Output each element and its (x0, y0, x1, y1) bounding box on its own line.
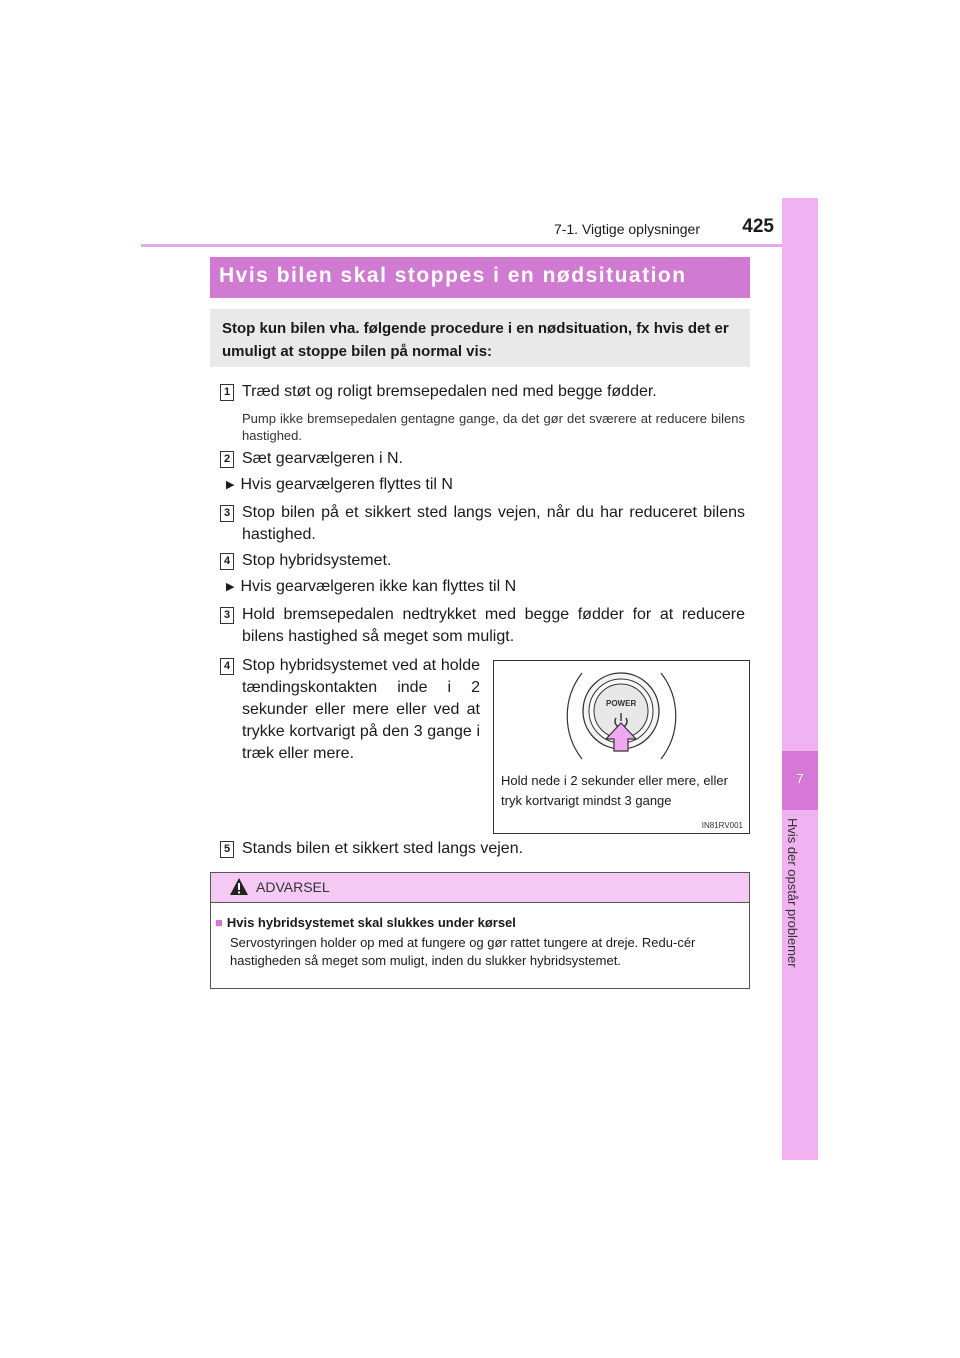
step-note: Pump ikke bremsepedalen gentagne gange, da det gør det sværere at reducere bilens hastighed. (242, 411, 745, 443)
step-text: Hold bremsepedalen nedtrykket med begge fødder for at reducere bilens hastighed så meget som muligt. (242, 606, 745, 645)
warning-box (210, 872, 750, 989)
step-badge: 2 (220, 451, 234, 468)
step-text: Træd støt og roligt bremsepedalen ned med begge fødder. (242, 383, 657, 400)
section-title: Hvis bilen skal stoppes i en nødsituation (219, 264, 687, 287)
step-text: Stands bilen et sikkert sted langs vejen. (242, 840, 524, 857)
step-text: Stop hybridsystemet ved at holde tændingskontakten inde i 2 sekunder eller mere eller ved at trykke kortvarigt på den 3 gange i træk eller mere. (242, 657, 480, 762)
step-badge: 3 (220, 607, 234, 624)
intro-box (210, 309, 750, 367)
step-badge: 5 (220, 841, 234, 858)
step-badge: 4 (220, 658, 234, 675)
condition-heading: ▶ Hvis gearvælgeren flyttes til N (226, 476, 453, 493)
step-text: Sæt gearvælgeren i N. (242, 450, 403, 467)
step-badge: 1 (220, 384, 234, 401)
triangle-bullet-icon: ▶ (226, 581, 235, 593)
header-section-title: 7-1. Vigtige oplysninger (553, 221, 700, 237)
warning-header (211, 873, 749, 903)
square-bullet-icon: ■ (215, 915, 223, 930)
warning-triangle-icon (229, 877, 249, 896)
chapter-title: Hvis der opstår problemer (785, 818, 800, 968)
page-number: 425 (742, 216, 774, 237)
illustration-code: IN81RV001 (701, 821, 743, 830)
warning-subheading: ■ Hvis hybridsystemet skal slukkes under kørsel (215, 915, 516, 930)
chapter-side-strip (782, 198, 818, 1160)
section-title-band (210, 257, 750, 298)
power-button-illustration (493, 660, 750, 834)
warning-body: Servostyringen holder op med at fungere og gør rattet tungere at dreje. Redu-cér hastigheden så meget som muligt, inden du slukker hybridsystemet. (230, 935, 696, 968)
chapter-number: 7 (796, 771, 804, 786)
warning-heading: ADVARSEL (256, 879, 330, 895)
illustration-caption: Hold nede i 2 sekunder eller mere, eller tryk kortvarigt mindst 3 gange (501, 773, 728, 808)
step-text: Stop bilen på et sikkert sted langs vejen, når du har reduceret bilens hastighed. (242, 504, 745, 543)
step-badge: 3 (220, 505, 234, 522)
power-button-icon (494, 661, 749, 771)
condition-heading: ▶ Hvis gearvælgeren ikke kan flyttes til N (226, 578, 517, 595)
power-label: POWER (606, 699, 637, 708)
step-badge: 4 (220, 553, 234, 570)
intro-text: Stop kun bilen vha. følgende procedure i en nødsituation, fx hvis det er umuligt at stoppe bilen på normal vis: (222, 320, 729, 360)
header-divider (141, 244, 818, 247)
step-text: Stop hybridsystemet. (242, 552, 392, 569)
triangle-bullet-icon: ▶ (226, 479, 235, 491)
